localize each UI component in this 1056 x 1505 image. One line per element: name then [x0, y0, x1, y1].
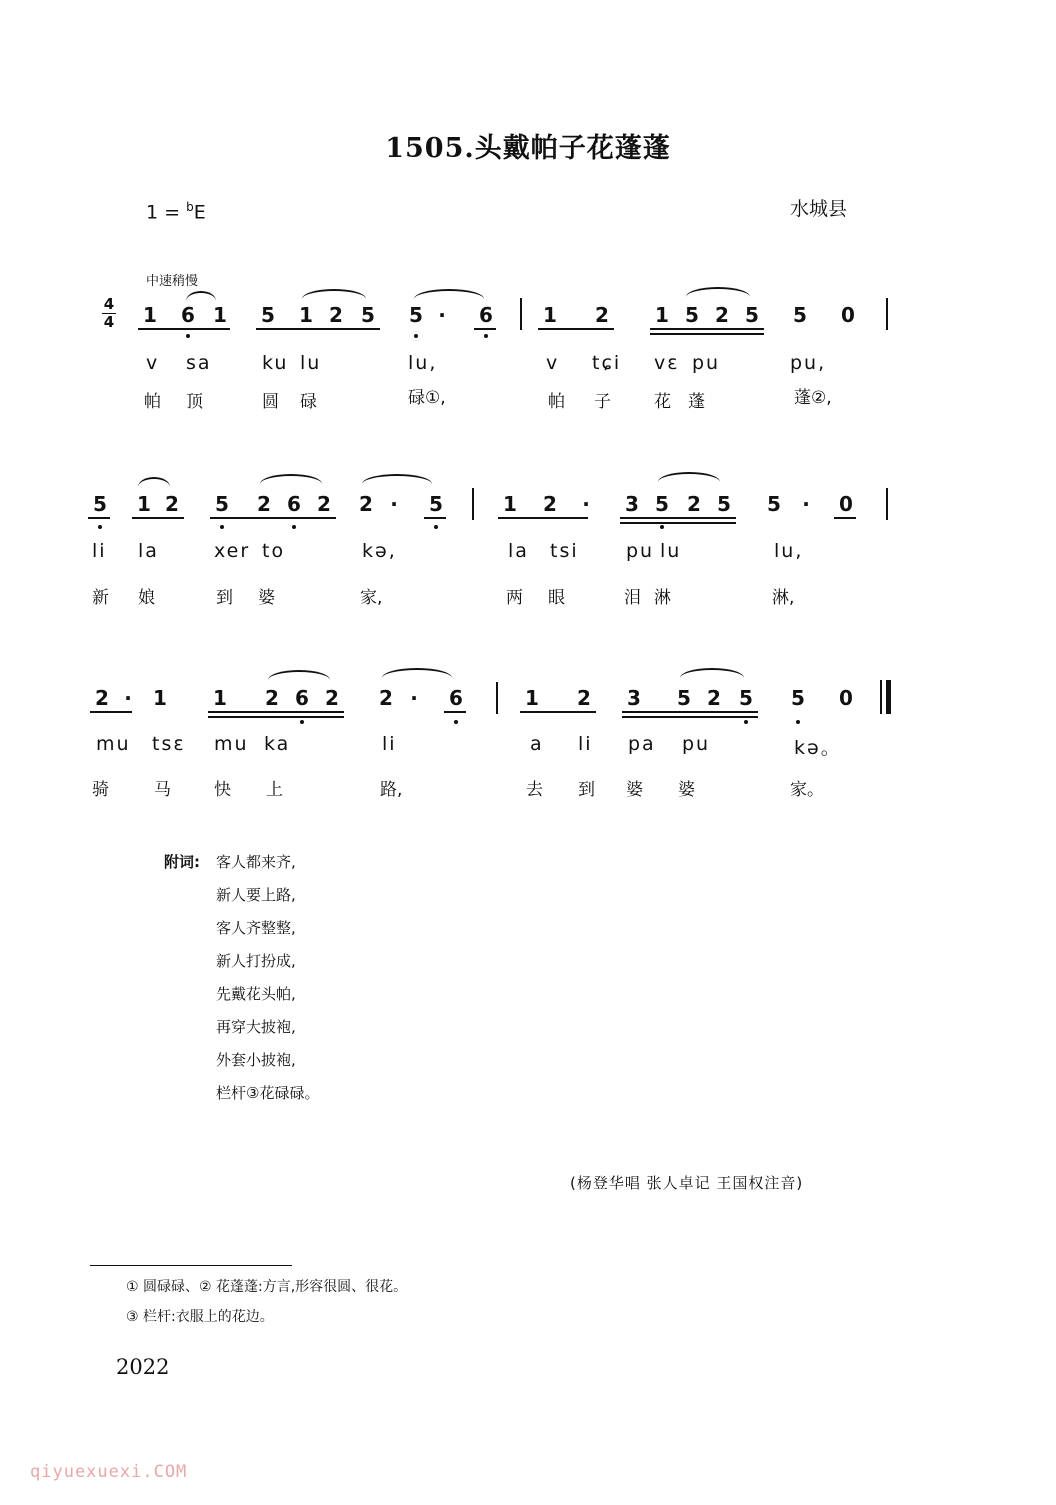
beam-underline	[650, 328, 764, 330]
score-note: 2	[577, 686, 591, 710]
score-note: 5	[215, 492, 229, 516]
footnote-2: ③ 栏杆:衣服上的花边。	[126, 1309, 274, 1325]
chinese-lyric: 顶	[186, 392, 203, 412]
score-note: 6	[287, 492, 301, 516]
time-signature-top: 4	[103, 295, 115, 313]
romanized-syllable: lu,	[408, 352, 438, 374]
low-octave-dot	[434, 525, 438, 529]
score-note: 5	[409, 303, 423, 327]
score-dot: ·	[410, 686, 418, 710]
romanized-syllable: mu	[96, 733, 131, 755]
low-octave-dot	[484, 334, 488, 338]
romanized-syllable: pu	[682, 733, 711, 755]
chinese-lyric: 蓬②,	[794, 388, 832, 408]
chinese-lyric: 新	[92, 588, 109, 608]
time-signature	[98, 296, 120, 331]
key-note: E	[193, 201, 206, 224]
chinese-lyric: 子	[594, 392, 611, 412]
chinese-lyric: 骑	[92, 780, 109, 800]
chinese-lyric: 泪	[624, 588, 641, 608]
beam-underline	[538, 328, 614, 330]
barline	[886, 488, 888, 520]
score-note: 1	[655, 303, 669, 327]
score-note: 1	[153, 686, 167, 710]
romanized-syllable: tsɛ	[152, 733, 186, 755]
romanized-syllable: li	[382, 733, 397, 755]
score-note: 2	[317, 492, 331, 516]
chinese-lyric: 路,	[380, 780, 403, 800]
score-note: 5	[793, 303, 807, 327]
chinese-lyric: 家,	[360, 588, 383, 608]
score-note: 5	[791, 686, 805, 710]
score-note: 1	[213, 686, 227, 710]
score-note: 0	[839, 492, 853, 516]
chinese-lyric: 圆	[262, 392, 279, 412]
beam-underline	[88, 517, 110, 519]
low-octave-dot	[292, 525, 296, 529]
chinese-lyric: 婆	[258, 588, 275, 608]
romanized-syllable: tɕi	[592, 352, 622, 374]
score-note: 2	[379, 686, 393, 710]
chinese-lyric: 婆	[626, 780, 643, 800]
beam-underline	[444, 711, 466, 713]
romanized-syllable: la	[138, 540, 159, 562]
chinese-lyric: 娘	[138, 588, 155, 608]
beam-underline	[90, 711, 132, 713]
song-title: 1505.头戴帕子花蓬蓬	[385, 133, 671, 164]
beam-underline	[132, 517, 184, 519]
score-note: 2	[329, 303, 343, 327]
score-note: 3	[627, 686, 641, 710]
chinese-lyric: 碌①,	[408, 388, 446, 408]
score-note: 0	[839, 686, 853, 710]
score-note: 5	[429, 492, 443, 516]
score-note: 1	[299, 303, 313, 327]
romanized-syllable: lu	[660, 540, 682, 562]
score-dot: ·	[582, 492, 590, 516]
score-note: 5	[739, 686, 753, 710]
score-note: 6	[295, 686, 309, 710]
slur	[362, 474, 432, 484]
key-signature	[146, 200, 206, 223]
chinese-lyric: 淋,	[772, 588, 795, 608]
low-octave-dot	[744, 720, 748, 724]
beam-underline	[210, 517, 336, 519]
low-octave-dot	[454, 720, 458, 724]
score-note: 1	[503, 492, 517, 516]
beam-underline	[474, 328, 496, 330]
appendix-line: 栏杆③花碌碌。	[216, 1084, 320, 1102]
score-note: 5	[685, 303, 699, 327]
score-note: 5	[655, 492, 669, 516]
chinese-lyric: 两	[506, 588, 523, 608]
slur	[658, 472, 720, 482]
flat-sign: b	[186, 200, 194, 214]
appendix-label: 附词:	[164, 853, 200, 871]
low-octave-dot	[796, 720, 800, 724]
chinese-lyric: 淋	[654, 588, 671, 608]
romanized-syllable: v	[546, 352, 560, 374]
score-note: 1	[213, 303, 227, 327]
final-barline-thin	[880, 680, 882, 714]
score-note: 5	[767, 492, 781, 516]
score-note: 2	[595, 303, 609, 327]
beam-underline	[424, 517, 446, 519]
chinese-lyric: 到	[216, 588, 233, 608]
score-note: 2	[95, 686, 109, 710]
romanized-syllable: xer	[214, 540, 251, 562]
slur	[302, 289, 366, 299]
score-note: 1	[143, 303, 157, 327]
chinese-lyric: 帕	[144, 392, 161, 412]
time-signature-bottom: 4	[103, 313, 115, 331]
performer-credit: (杨登华唱 张人卓记 王国权注音)	[570, 1174, 804, 1192]
chinese-lyric: 蓬	[688, 392, 705, 412]
score-note: 2	[359, 492, 373, 516]
score-note: 2	[325, 686, 339, 710]
score-note: 5	[93, 492, 107, 516]
score-dot: ·	[802, 492, 810, 516]
beam-underline	[256, 328, 380, 330]
score-note: 1	[543, 303, 557, 327]
low-octave-dot	[220, 525, 224, 529]
slur	[186, 291, 216, 301]
chinese-lyric: 眼	[548, 588, 565, 608]
beam-underline	[520, 711, 596, 713]
barline	[520, 298, 522, 330]
appendix-line: 再穿大披袍,	[216, 1018, 296, 1036]
beam-underline	[622, 716, 758, 718]
appendix-line: 新人打扮成,	[216, 952, 296, 970]
tempo-marking: 中速稍慢	[146, 274, 199, 289]
romanized-syllable: ka	[264, 733, 291, 755]
slur	[260, 474, 322, 484]
low-octave-dot	[414, 334, 418, 338]
region-label: 水城县	[790, 198, 848, 220]
chinese-lyric: 到	[578, 780, 595, 800]
slur	[680, 668, 744, 678]
chinese-lyric: 婆	[678, 780, 695, 800]
page-number: 2022	[116, 1355, 170, 1379]
romanized-syllable: lu	[300, 352, 322, 374]
beam-underline	[138, 328, 230, 330]
beam-underline	[650, 333, 764, 335]
appendix-lines	[216, 846, 319, 1110]
romanized-syllable: lu,	[774, 540, 804, 562]
romanized-syllable: li	[92, 540, 107, 562]
score-note: 2	[687, 492, 701, 516]
score-note: 6	[479, 303, 493, 327]
watermark: qiyuexuexi.COM	[30, 1462, 188, 1482]
romanized-syllable: tsi	[550, 540, 579, 562]
chinese-lyric: 帕	[548, 392, 565, 412]
score-note: 2	[707, 686, 721, 710]
chinese-lyric: 碌	[300, 392, 317, 412]
score-note: 1	[137, 492, 151, 516]
score-note: 2	[257, 492, 271, 516]
romanized-syllable: vɛ	[654, 352, 680, 374]
romanized-syllable: a	[530, 733, 544, 755]
slur	[414, 289, 484, 299]
chinese-lyric: 家。	[790, 780, 824, 800]
low-octave-dot	[660, 525, 664, 529]
romanized-syllable: kə。	[794, 737, 842, 759]
chinese-lyric: 快	[214, 780, 231, 800]
beam-underline	[208, 711, 344, 713]
romanized-syllable: pa	[628, 733, 656, 755]
footnote-1: ① 圆碌碌、② 花蓬蓬:方言,形容很圆、很花。	[126, 1279, 408, 1295]
final-barline-thick	[886, 680, 891, 714]
slur	[382, 668, 452, 678]
score-note: 5	[677, 686, 691, 710]
low-octave-dot	[186, 334, 190, 338]
romanized-syllable: ku	[262, 352, 289, 374]
appendix-line: 外套小披袍,	[216, 1051, 296, 1069]
score-note: 5	[717, 492, 731, 516]
romanized-syllable: pu	[626, 540, 655, 562]
score-note: 0	[841, 303, 855, 327]
chinese-lyric: 去	[526, 780, 543, 800]
slur	[268, 670, 330, 680]
score-note: 6	[181, 303, 195, 327]
beam-underline	[622, 711, 758, 713]
romanized-syllable: sa	[186, 352, 212, 374]
romanized-syllable: v	[146, 352, 160, 374]
slur	[686, 287, 750, 297]
barline	[496, 682, 498, 714]
score-note: 5	[745, 303, 759, 327]
score-note: 2	[265, 686, 279, 710]
chinese-lyric: 花	[654, 392, 671, 412]
romanized-syllable: li	[578, 733, 593, 755]
barline	[472, 488, 474, 520]
slur	[138, 477, 170, 487]
romanized-syllable: pu	[692, 352, 721, 374]
romanized-syllable: pu,	[790, 352, 827, 374]
beam-underline	[620, 522, 736, 524]
score-dot: ·	[390, 492, 398, 516]
appendix-line: 客人齐整整,	[216, 919, 296, 937]
romanized-syllable: kə,	[362, 540, 397, 562]
beam-underline	[498, 517, 588, 519]
score-dot: ·	[124, 686, 132, 710]
score-note: 5	[261, 303, 275, 327]
chinese-lyric: 马	[154, 780, 171, 800]
low-octave-dot	[98, 525, 102, 529]
low-octave-dot	[300, 720, 304, 724]
beam-underline	[208, 716, 344, 718]
beam-underline	[620, 517, 736, 519]
score-dot: ·	[438, 303, 446, 327]
romanized-syllable: mu	[214, 733, 249, 755]
appendix-line: 先戴花头帕,	[216, 985, 296, 1003]
appendix-line: 新人要上路,	[216, 886, 296, 904]
appendix-line: 客人都来齐,	[216, 853, 296, 871]
chinese-lyric: 上	[266, 780, 283, 800]
score-note: 2	[165, 492, 179, 516]
score-note: 1	[525, 686, 539, 710]
score-note: 5	[361, 303, 375, 327]
romanized-syllable: la	[508, 540, 529, 562]
score-note: 6	[449, 686, 463, 710]
score-note: 2	[543, 492, 557, 516]
key-prefix: 1 =	[146, 201, 187, 224]
barline	[886, 298, 888, 330]
romanized-syllable: to	[262, 540, 286, 562]
score-note: 2	[715, 303, 729, 327]
beam-underline	[834, 517, 856, 519]
score-note: 3	[625, 492, 639, 516]
footnote-rule	[90, 1265, 292, 1266]
